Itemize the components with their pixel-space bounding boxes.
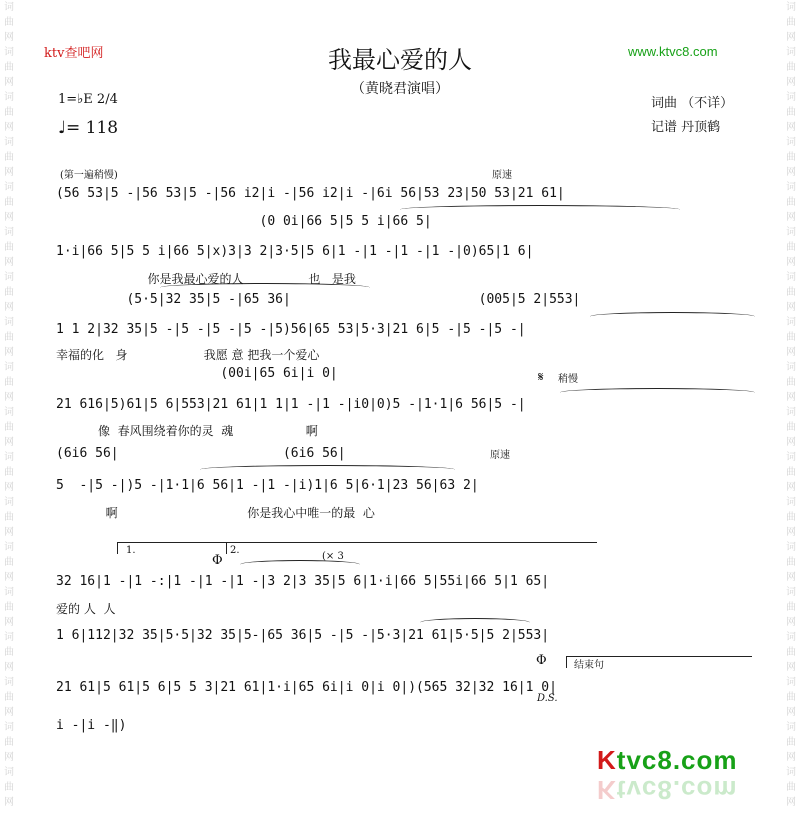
lyric-line-4: 啊 你是我心中唯一的最 心 <box>56 506 375 520</box>
side-watermark-left: 词曲网 词曲网 词曲网 词曲网 词曲网 词曲网 词曲网 词曲网 词曲网 词曲网 词曲网 词曲网 词曲网 词曲网 词曲网 词曲网 词曲网 词曲网 <box>4 2 14 808</box>
volta-first: 1. <box>126 545 136 556</box>
slur-arc <box>200 465 455 474</box>
site-url-right[interactable]: www.ktvc8.com <box>628 44 718 59</box>
song-subtitle: （黄晓君演唱） <box>351 81 449 97</box>
coda-sign-2: Φ <box>536 653 547 668</box>
lyric-line-1: 你是我最心爱的人 也 是我 <box>56 272 356 286</box>
notation-line-3: 1·i|66 5|5 5 i|66 5|x)3|3 2|3·5|5 6|1 -|1 -|1 -|1 -|0)65|1 6| <box>56 244 534 259</box>
slur-arc <box>240 560 360 569</box>
notation-line-6: (00i|65 6i|i 0| <box>56 366 338 381</box>
notation-line-13: i -|i -‖) <box>56 718 127 733</box>
lyric-line-3: 像 春风围绕着你的灵 魂 啊 <box>56 424 318 438</box>
notation-line-4: (5·5|32 35|5 -|65 36| (005|5 2|553| <box>56 292 581 307</box>
side-watermark-right: 词曲网 词曲网 词曲网 词曲网 词曲网 词曲网 词曲网 词曲网 词曲网 词曲网 词曲网 词曲网 词曲网 词曲网 词曲网 词曲网 词曲网 词曲网 <box>786 2 796 808</box>
ending-bracket-left <box>566 656 567 668</box>
song-title: 我最心爱的人 <box>328 46 472 74</box>
transcriber: 记谱 丹顶鹤 <box>651 120 721 135</box>
slur-arc <box>590 312 755 321</box>
ending-bracket <box>566 656 752 657</box>
ktvc8-logo-reflection: Ktvc8.com <box>597 775 738 805</box>
volta-bracket-mid <box>226 542 227 554</box>
coda-sign-1: Φ <box>212 553 223 568</box>
mark-first-slow: (第一遍稍慢) <box>60 170 118 181</box>
notation-line-11: 1 6|112|32 35|5·5|32 35|5-|65 36|5 -|5 -|5·3|21 61|5·5|5 2|553| <box>56 628 550 643</box>
notation-line-9: 5 -|5 -|)5 -|1·1|6 56|1 -|1 -|i)1|6 5|6·1|23 56|63 2| <box>56 478 479 493</box>
tempo-marking: ♩= 118 <box>58 118 119 138</box>
lyric-line-5: 爱的 人 人 <box>56 602 116 616</box>
mark-slow: 稍慢 <box>558 374 578 385</box>
repeat-times: (× 3 <box>322 551 344 562</box>
credits <box>651 92 733 140</box>
site-name-left[interactable]: ktv查吧网 <box>44 46 104 61</box>
segno-sign: 𝄋 <box>538 370 544 385</box>
volta-second: 2. <box>230 545 240 556</box>
notation-line-2: (0 0i|66 5|5 5 i|66 5| <box>56 214 432 229</box>
ds-mark: D.S. <box>537 693 558 704</box>
notation-line-10: 32 16|1 -|1 -:|1 -|1 -|1 -|3 2|3 35|5 6|1·i|66 5|55i|66 5|1 65| <box>56 574 550 589</box>
ktvc8-logo[interactable]: Ktvc8.com <box>597 745 738 775</box>
lyric-line-2: 幸福的化 身 我愿 意 把我一个爱心 <box>56 348 320 362</box>
slur-arc <box>160 283 370 292</box>
ending-label: 结束句 <box>574 660 604 671</box>
notation-line-8: (6i6 56| (6i6 56| <box>56 446 346 461</box>
notation-line-12: 21 61|5 61|5 6|5 5 3|21 61|1·i|65 6i|i 0|i 0|)(565 32|32 16|1 0| <box>56 680 557 695</box>
lyricist-composer: 词曲 （不详） <box>651 96 734 111</box>
volta-bracket <box>117 542 597 543</box>
slur-arc <box>560 388 755 397</box>
mark-original-speed-2: 原速 <box>490 450 510 461</box>
notation-line-7: 21 616|5)61|5 6|553|21 61|1 1|1 -|1 -|i0|0)5 -|1·1|6 56|5 -| <box>56 397 526 412</box>
notation-line-1: (56 53|5 -|56 53|5 -|56 i2|i -|56 i2|i -|6i 56|53 23|50 53|21 61| <box>56 186 565 201</box>
slur-arc <box>420 618 530 627</box>
notation-line-5: 1 1 2|32 35|5 -|5 -|5 -|5 -|5)56|65 53|5·3|21 6|5 -|5 -|5 -| <box>56 322 526 337</box>
slur-arc <box>400 205 680 214</box>
key-signature: 1=♭E 2/4 <box>58 92 118 107</box>
volta-bracket-left <box>117 542 118 554</box>
mark-original-speed: 原速 <box>492 170 512 181</box>
